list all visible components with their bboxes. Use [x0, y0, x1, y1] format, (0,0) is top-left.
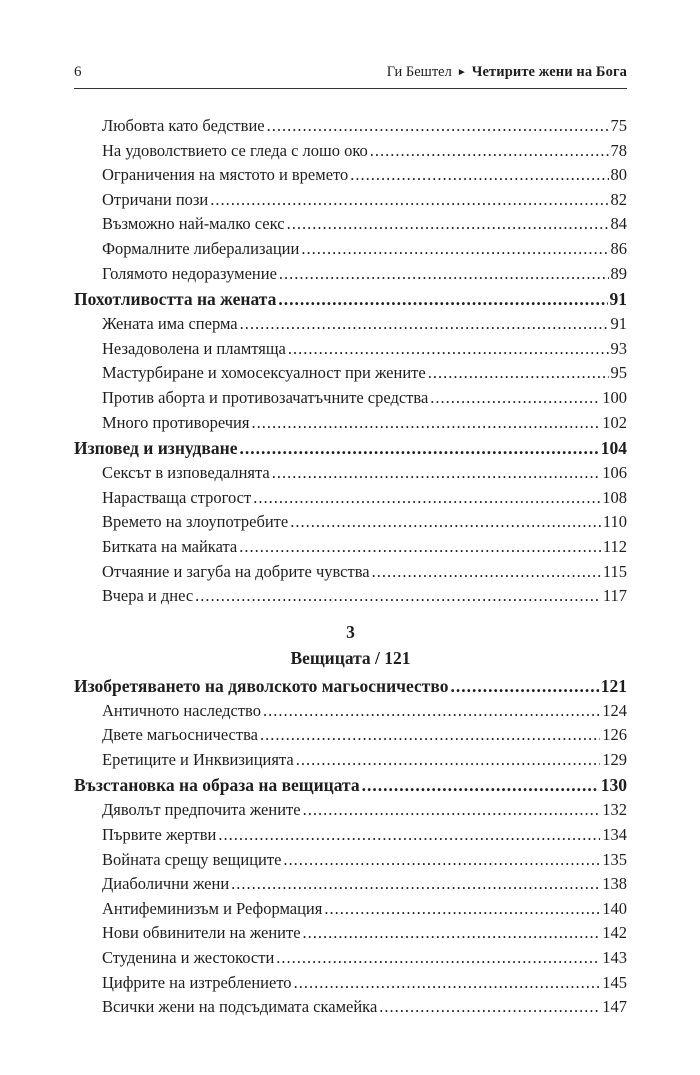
entry-page: 134: [602, 825, 627, 845]
entry-title: Дяволът предпочита жените: [102, 800, 301, 820]
toc-entry: [74, 995, 627, 1020]
triangle-separator-icon: ►: [456, 67, 467, 78]
toc-entry: [74, 212, 627, 237]
entry-title: Отчаяние и загуба на добрите чувства: [102, 561, 370, 581]
author-name: Ги Бештел: [386, 64, 452, 80]
toc-entry: [74, 798, 627, 823]
section-page: 121: [600, 675, 627, 696]
entry-page: 80: [610, 165, 627, 185]
entry-page: 108: [602, 487, 627, 507]
toc-entry: [74, 897, 627, 922]
leader-dots: [272, 461, 601, 486]
entry-title: Много противоречия: [102, 412, 250, 432]
toc-entry: [74, 584, 627, 609]
entry-page: 124: [602, 700, 627, 720]
entry-title: Голямото недоразумение: [102, 263, 277, 283]
leader-dots: [379, 995, 600, 1020]
running-title: [387, 64, 627, 81]
toc-entry: [74, 699, 627, 724]
leader-dots: [231, 872, 600, 897]
leader-dots: [260, 723, 600, 748]
entry-title: Формалните либерализации: [102, 238, 300, 258]
toc-entry: [74, 723, 627, 748]
entry-page: 138: [602, 874, 627, 894]
entry-page: 143: [602, 948, 627, 968]
entry-title: Отричани пози: [102, 189, 209, 209]
leader-dots: [276, 946, 600, 971]
entry-title: Мастурбиране и хомосексуалност при жените: [102, 363, 426, 383]
entry-title: Първите жертви: [102, 825, 217, 845]
entry-page: 115: [602, 561, 627, 581]
section-page: 104: [600, 438, 627, 459]
entry-title: Времето на злоупотребите: [102, 512, 289, 532]
entry-title: Битката на майката: [102, 536, 238, 556]
leader-dots: [283, 848, 600, 873]
entry-page: 135: [602, 849, 627, 869]
toc-entry: [74, 486, 627, 511]
leader-dots: [288, 337, 609, 362]
entry-page: 86: [610, 238, 627, 258]
toc-entry: [74, 461, 627, 486]
leader-dots: [239, 435, 598, 461]
leader-dots: [278, 286, 607, 312]
leader-dots: [301, 237, 608, 262]
toc-entry: [74, 386, 627, 411]
running-header: [74, 64, 627, 88]
entry-page: 102: [602, 412, 627, 432]
entry-title: Любовта като бедствие: [102, 116, 265, 135]
leader-dots: [303, 921, 601, 946]
entry-page: 117: [602, 586, 627, 606]
toc-entry: [74, 535, 627, 560]
entry-title: Жената има сперма: [102, 314, 238, 334]
leader-dots: [195, 584, 601, 609]
leader-dots: [279, 262, 609, 287]
toc-entry: [74, 312, 627, 337]
toc-group: [74, 798, 627, 1019]
toc-section-heading: [74, 435, 627, 461]
toc-section-heading: [74, 286, 627, 312]
entry-title: Против аборта и противозачатъчните средства: [102, 387, 429, 407]
toc-section-heading: [74, 772, 627, 798]
leader-dots: [210, 188, 608, 213]
section-title: Изповед и изнудване: [74, 438, 238, 459]
leader-dots: [251, 411, 600, 436]
entry-title: Антифеминизъм и Реформация: [102, 898, 323, 918]
section-title: Изобретяването на дяволското магьосничество: [74, 675, 449, 696]
entry-title: Античното наследство: [102, 700, 261, 720]
toc-section-heading: [74, 673, 627, 699]
table-of-contents: [74, 114, 627, 1020]
toc-group: [74, 699, 627, 773]
toc-entry: [74, 510, 627, 535]
toc-entry: [74, 872, 627, 897]
leader-dots: [450, 673, 598, 699]
toc-entry: [74, 237, 627, 262]
leader-dots: [430, 386, 600, 411]
toc-group: [74, 461, 627, 609]
entry-page: 89: [610, 263, 627, 283]
entry-title: Незадоволена и пламтяща: [102, 338, 286, 358]
section-title: Възстановка на образа на вещицата: [74, 775, 360, 796]
leader-dots: [372, 560, 601, 585]
toc-entry: [74, 188, 627, 213]
entry-title: Студенина и жестокости: [102, 948, 275, 968]
entry-title: Войната срещу вещиците: [102, 849, 282, 869]
toc-entry: [74, 823, 627, 848]
section-page: 130: [600, 775, 627, 796]
leader-dots: [370, 139, 609, 164]
leader-dots: [324, 897, 600, 922]
toc-entry: [74, 163, 627, 188]
toc-entry: [74, 971, 627, 996]
entry-title: Двете магьосничества: [102, 725, 258, 745]
leader-dots: [303, 798, 601, 823]
entry-title: Диаболични жени: [102, 874, 230, 894]
entry-page: 140: [602, 898, 627, 918]
book-title: Четирите жени на Бога: [471, 64, 627, 80]
entry-title: На удоволствието се гледа с лошо око: [102, 140, 368, 160]
leader-dots: [362, 772, 599, 798]
entry-title: Всички жени на подсъдимата скамейка: [102, 997, 378, 1017]
entry-title: Еретиците и Инквизицията: [102, 749, 294, 769]
entry-title: Нарастваща строгост: [102, 487, 252, 507]
section-title: Похотливостта на жената: [74, 289, 277, 310]
entry-page: 126: [602, 725, 627, 745]
entry-title: Ограничения на мястото и времето: [102, 165, 349, 185]
toc-entry: [74, 361, 627, 386]
entry-page: 100: [602, 387, 627, 407]
entry-title: Нови обвинители на жените: [102, 923, 301, 943]
leader-dots: [296, 748, 601, 773]
part-number: 3: [346, 621, 355, 642]
entry-page: 129: [602, 749, 627, 769]
header-rule: [74, 88, 627, 89]
entry-page: 112: [602, 536, 627, 556]
entry-page: 84: [610, 214, 627, 234]
leader-dots: [287, 212, 609, 237]
entry-page: 82: [610, 189, 627, 209]
entry-page: 78: [610, 140, 627, 160]
entry-title: Възможно най-малко секс: [102, 214, 285, 234]
entry-page: 93: [610, 338, 627, 358]
part-title: Вещицата / 121: [290, 647, 411, 668]
leader-dots: [253, 486, 600, 511]
entry-page: 142: [602, 923, 627, 943]
toc-entry: [74, 560, 627, 585]
toc-entry: [74, 748, 627, 773]
toc-group: [74, 312, 627, 435]
toc-entry: [74, 848, 627, 873]
leader-dots: [239, 535, 601, 560]
entry-page: 147: [602, 997, 627, 1017]
leader-dots: [294, 971, 601, 996]
entry-page: 95: [610, 363, 627, 383]
leader-dots: [218, 823, 600, 848]
toc-entry: [74, 337, 627, 362]
leader-dots: [290, 510, 601, 535]
entry-title: Вчера и днес: [102, 586, 194, 606]
toc-entry: [74, 114, 627, 139]
leader-dots: [263, 699, 600, 724]
entry-page: 145: [602, 972, 627, 992]
leader-dots: [267, 114, 609, 139]
leader-dots: [240, 312, 609, 337]
toc-group: [74, 114, 627, 286]
toc-entry: [74, 921, 627, 946]
entry-page: 132: [602, 800, 627, 820]
toc-entry: [74, 139, 627, 164]
entry-title: Цифрите на изтреблението: [102, 972, 292, 992]
entry-title: Сексът в изповедалнята: [102, 463, 270, 483]
section-page: 91: [609, 289, 627, 310]
entry-page: 75: [610, 116, 627, 135]
toc-entry: [74, 946, 627, 971]
page-number: 6: [74, 64, 82, 80]
entry-page: 110: [602, 512, 627, 532]
leader-dots: [428, 361, 609, 386]
toc-entry: [74, 262, 627, 287]
entry-page: 106: [602, 463, 627, 483]
toc-entry: [74, 411, 627, 436]
leader-dots: [350, 163, 608, 188]
entry-page: 91: [610, 314, 627, 334]
